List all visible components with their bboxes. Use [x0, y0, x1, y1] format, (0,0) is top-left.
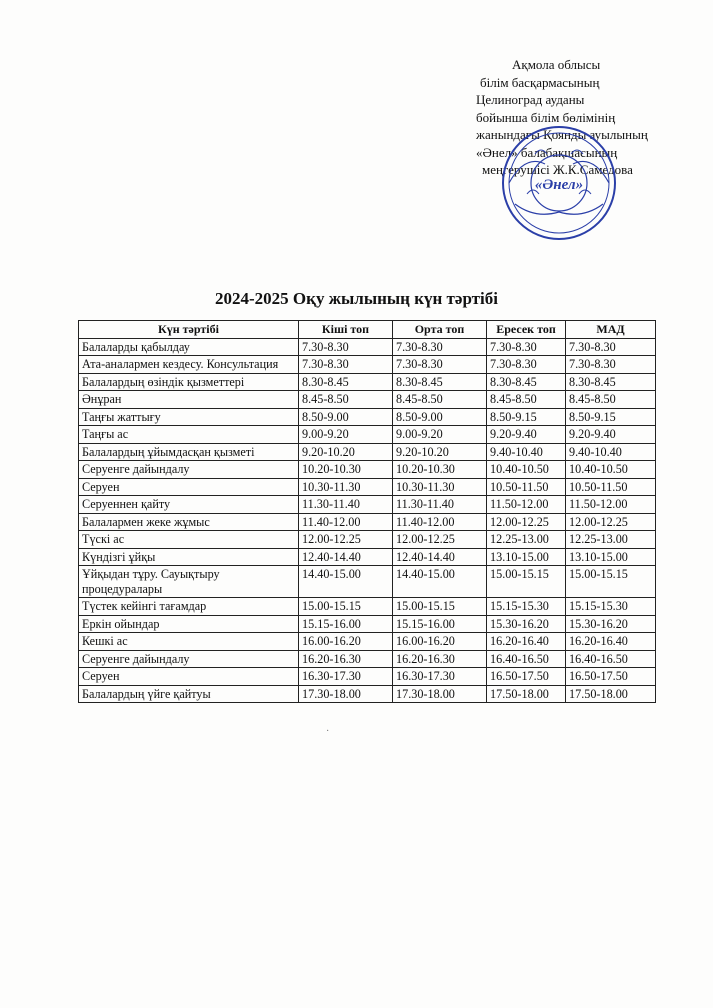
- time-cell: 16.30-17.30: [299, 668, 393, 686]
- header-line: бойынша білім бөлімінің: [476, 109, 616, 125]
- header-line: Целиноград ауданы: [476, 92, 585, 107]
- time-cell: 16.20-16.40: [487, 633, 566, 651]
- time-cell: 16.20-16.30: [299, 650, 393, 668]
- table-row: [79, 668, 656, 686]
- header-line: меңгерушісі Ж.К.Самедова: [482, 162, 633, 177]
- time-cell: 12.00-12.25: [299, 531, 393, 549]
- time-cell: 15.15-15.30: [487, 598, 566, 616]
- time-cell: 17.30-18.00: [393, 685, 487, 703]
- table-row: [79, 478, 656, 496]
- activity-cell: Серуен: [79, 478, 299, 496]
- time-cell: 17.50-18.00: [487, 685, 566, 703]
- time-cell: 13.10-15.00: [487, 548, 566, 566]
- activity-cell: Серуенге дайындалу: [79, 650, 299, 668]
- time-cell: 15.30-16.20: [566, 615, 656, 633]
- activity-cell: Серуеннен қайту: [79, 496, 299, 514]
- time-cell: 8.30-8.45: [393, 373, 487, 391]
- time-cell: 7.30-8.30: [299, 338, 393, 356]
- table-row: [79, 373, 656, 391]
- time-cell: 17.50-18.00: [566, 685, 656, 703]
- time-cell: 10.40-10.50: [566, 461, 656, 479]
- time-cell: 10.20-10.30: [299, 461, 393, 479]
- time-cell: 9.20-10.20: [393, 443, 487, 461]
- time-cell: 11.30-11.40: [393, 496, 487, 514]
- time-cell: 15.00-15.15: [299, 598, 393, 616]
- time-cell: 8.50-9.15: [566, 408, 656, 426]
- time-cell: 16.20-16.40: [566, 633, 656, 651]
- time-cell: 15.15-16.00: [393, 615, 487, 633]
- time-cell: 7.30-8.30: [299, 356, 393, 374]
- table-row: [79, 513, 656, 531]
- time-cell: 12.00-12.25: [393, 531, 487, 549]
- table-row: [79, 531, 656, 549]
- time-cell: 7.30-8.30: [487, 356, 566, 374]
- time-cell: 10.30-11.30: [299, 478, 393, 496]
- table-row: [79, 598, 656, 616]
- time-cell: 13.10-15.00: [566, 548, 656, 566]
- header-line: білім басқармасының: [480, 74, 600, 90]
- table-row: [79, 426, 656, 444]
- time-cell: 16.00-16.20: [299, 633, 393, 651]
- header-line: Ақмола облысы: [512, 57, 601, 72]
- time-cell: 8.50-9.00: [299, 408, 393, 426]
- activity-cell: Балалардың өзіндік қызметтері: [79, 373, 299, 391]
- time-cell: 8.50-9.15: [487, 408, 566, 426]
- time-cell: 10.50-11.50: [487, 478, 566, 496]
- time-cell: 9.00-9.20: [393, 426, 487, 444]
- table-row: [79, 338, 656, 356]
- table-row: [79, 566, 656, 598]
- column-header: МАД: [566, 321, 656, 339]
- column-header: Орта топ: [393, 321, 487, 339]
- activity-cell: Балалармен жеке жұмыс: [79, 513, 299, 531]
- time-cell: 15.15-15.30: [566, 598, 656, 616]
- time-cell: 15.00-15.15: [566, 566, 656, 598]
- activity-cell: Серуен: [79, 668, 299, 686]
- time-cell: 12.25-13.00: [566, 531, 656, 549]
- time-cell: 11.40-12.00: [393, 513, 487, 531]
- time-cell: 16.40-16.50: [487, 650, 566, 668]
- time-cell: 10.50-11.50: [566, 478, 656, 496]
- time-cell: 8.45-8.50: [566, 391, 656, 409]
- official-stamp: [485, 124, 633, 242]
- column-header: Күн тәртібі: [79, 321, 299, 339]
- time-cell: 15.30-16.20: [487, 615, 566, 633]
- time-cell: 12.40-14.40: [393, 548, 487, 566]
- time-cell: 16.50-17.50: [487, 668, 566, 686]
- time-cell: 8.30-8.45: [566, 373, 656, 391]
- time-cell: 7.30-8.30: [566, 338, 656, 356]
- time-cell: 9.40-10.40: [566, 443, 656, 461]
- time-cell: 11.40-12.00: [299, 513, 393, 531]
- table-row: [79, 650, 656, 668]
- time-cell: 10.20-10.30: [393, 461, 487, 479]
- table-header-row: [79, 321, 656, 339]
- activity-cell: Түстек кейінгі тағамдар: [79, 598, 299, 616]
- time-cell: 11.50-12.00: [566, 496, 656, 514]
- activity-cell: Ата-аналармен кездесу. Консультация: [79, 356, 299, 374]
- time-cell: 12.00-12.25: [566, 513, 656, 531]
- time-cell: 7.30-8.30: [393, 356, 487, 374]
- time-cell: 9.00-9.20: [299, 426, 393, 444]
- activity-cell: Ұйқыдан тұру. Сауықтыру процедуралары: [79, 566, 299, 598]
- column-header: Ересек топ: [487, 321, 566, 339]
- time-cell: 14.40-15.00: [393, 566, 487, 598]
- time-cell: 9.20-9.40: [566, 426, 656, 444]
- time-cell: 11.50-12.00: [487, 496, 566, 514]
- time-cell: 8.30-8.45: [487, 373, 566, 391]
- activity-cell: Балалардың үйге қайтуы: [79, 685, 299, 703]
- time-cell: 9.20-10.20: [299, 443, 393, 461]
- stamp-center-text: «Әнел»: [534, 177, 584, 193]
- time-cell: 8.45-8.50: [487, 391, 566, 409]
- activity-cell: Кешкі ас: [79, 633, 299, 651]
- table-row: [79, 685, 656, 703]
- schedule-table: [78, 320, 656, 703]
- time-cell: 11.30-11.40: [299, 496, 393, 514]
- table-row: [79, 391, 656, 409]
- time-cell: 16.20-16.30: [393, 650, 487, 668]
- activity-cell: Күндізгі ұйқы: [79, 548, 299, 566]
- time-cell: 16.30-17.30: [393, 668, 487, 686]
- time-cell: 15.15-16.00: [299, 615, 393, 633]
- header-line: жанындағы Қоянды ауылының: [476, 127, 648, 142]
- table-row: [79, 443, 656, 461]
- time-cell: 8.45-8.50: [299, 391, 393, 409]
- time-cell: 7.30-8.30: [566, 356, 656, 374]
- time-cell: 9.40-10.40: [487, 443, 566, 461]
- activity-cell: Серуенге дайындалу: [79, 461, 299, 479]
- time-cell: 15.00-15.15: [393, 598, 487, 616]
- time-cell: 9.20-9.40: [487, 426, 566, 444]
- table-row: [79, 548, 656, 566]
- time-cell: 7.30-8.30: [393, 338, 487, 356]
- table-row: [79, 615, 656, 633]
- time-cell: 16.50-17.50: [566, 668, 656, 686]
- time-cell: 12.40-14.40: [299, 548, 393, 566]
- table-row: [79, 408, 656, 426]
- page-title: 2024-2025 Оқу жылының күн тәртібі: [215, 289, 498, 308]
- activity-cell: Әнұран: [79, 391, 299, 409]
- time-cell: 8.45-8.50: [393, 391, 487, 409]
- time-cell: 8.50-9.00: [393, 408, 487, 426]
- table-row: [79, 633, 656, 651]
- time-cell: 12.25-13.00: [487, 531, 566, 549]
- activity-cell: Балалардың ұйымдасқан қызметі: [79, 443, 299, 461]
- time-cell: 16.40-16.50: [566, 650, 656, 668]
- activity-cell: Таңғы ас: [79, 426, 299, 444]
- scan-dot: ·: [326, 726, 330, 737]
- time-cell: 12.00-12.25: [487, 513, 566, 531]
- time-cell: 10.40-10.50: [487, 461, 566, 479]
- column-header: Кіші топ: [299, 321, 393, 339]
- time-cell: 16.00-16.20: [393, 633, 487, 651]
- activity-cell: Таңғы жаттығу: [79, 408, 299, 426]
- activity-cell: Балаларды қабылдау: [79, 338, 299, 356]
- activity-cell: Еркін ойындар: [79, 615, 299, 633]
- header-line: «Әнел» балабақшасының: [476, 144, 618, 160]
- activity-cell: Түскі ас: [79, 531, 299, 549]
- time-cell: 15.00-15.15: [487, 566, 566, 598]
- table-body: [79, 338, 656, 703]
- time-cell: 7.30-8.30: [487, 338, 566, 356]
- table-row: [79, 496, 656, 514]
- time-cell: 8.30-8.45: [299, 373, 393, 391]
- time-cell: 10.30-11.30: [393, 478, 487, 496]
- table-row: [79, 461, 656, 479]
- table-row: [79, 356, 656, 374]
- time-cell: 17.30-18.00: [299, 685, 393, 703]
- time-cell: 14.40-15.00: [299, 566, 393, 598]
